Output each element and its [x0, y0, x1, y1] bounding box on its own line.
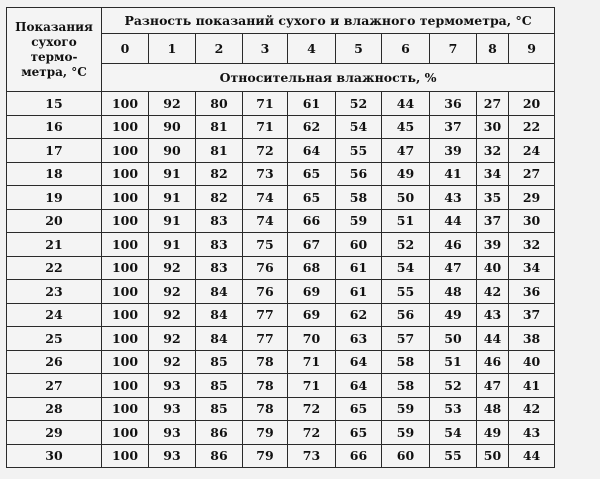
humidity-cell: 69 [288, 280, 336, 304]
humidity-cell: 90 [149, 115, 196, 139]
humidity-cell: 58 [336, 186, 382, 210]
humidity-cell: 54 [382, 256, 430, 280]
humidity-cell: 40 [509, 350, 555, 374]
humidity-cell: 72 [288, 397, 336, 421]
difference-col-4: 4 [288, 34, 336, 64]
humidity-cell: 77 [243, 327, 288, 351]
humidity-cell: 30 [477, 115, 509, 139]
humidity-cell: 35 [477, 186, 509, 210]
humidity-cell: 72 [288, 421, 336, 445]
difference-col-7: 7 [430, 34, 477, 64]
humidity-cell: 52 [336, 92, 382, 116]
humidity-cell: 39 [477, 233, 509, 257]
humidity-cell: 20 [509, 92, 555, 116]
humidity-cell: 54 [336, 115, 382, 139]
humidity-cell: 59 [382, 421, 430, 445]
humidity-cell: 65 [336, 397, 382, 421]
humidity-cell: 49 [430, 303, 477, 327]
difference-header: Разность показаний сухого и влажного термометра, °С [102, 8, 555, 34]
humidity-cell: 100 [102, 256, 149, 280]
humidity-cell: 78 [243, 374, 288, 398]
corner-line-4: метра, °С [21, 64, 87, 79]
difference-col-1: 1 [149, 34, 196, 64]
humidity-cell: 91 [149, 209, 196, 233]
humidity-cell: 66 [288, 209, 336, 233]
dry-temp-cell: 26 [7, 350, 102, 374]
humidity-cell: 56 [382, 303, 430, 327]
humidity-cell: 65 [288, 162, 336, 186]
humidity-table-frame [6, 7, 554, 468]
table-row [7, 350, 555, 374]
humidity-cell: 73 [243, 162, 288, 186]
dry-temp-cell: 20 [7, 209, 102, 233]
humidity-cell: 37 [509, 303, 555, 327]
humidity-cell: 49 [382, 162, 430, 186]
difference-col-3: 3 [243, 34, 288, 64]
humidity-cell: 57 [382, 327, 430, 351]
humidity-cell: 79 [243, 444, 288, 468]
humidity-cell: 70 [288, 327, 336, 351]
humidity-cell: 59 [382, 397, 430, 421]
difference-col-0: 0 [102, 34, 149, 64]
humidity-cell: 27 [477, 92, 509, 116]
humidity-cell: 84 [196, 303, 243, 327]
humidity-cell: 50 [382, 186, 430, 210]
humidity-cell: 100 [102, 92, 149, 116]
humidity-cell: 91 [149, 186, 196, 210]
humidity-cell: 52 [382, 233, 430, 257]
humidity-cell: 85 [196, 350, 243, 374]
humidity-cell: 49 [477, 421, 509, 445]
humidity-cell: 64 [336, 374, 382, 398]
humidity-cell: 32 [477, 139, 509, 163]
humidity-cell: 22 [509, 115, 555, 139]
humidity-cell: 100 [102, 327, 149, 351]
humidity-cell: 79 [243, 421, 288, 445]
humidity-cell: 66 [336, 444, 382, 468]
table-row [7, 92, 555, 116]
humidity-cell: 59 [336, 209, 382, 233]
table-row [7, 209, 555, 233]
humidity-cell: 100 [102, 186, 149, 210]
humidity-cell: 92 [149, 280, 196, 304]
humidity-cell: 54 [430, 421, 477, 445]
humidity-cell: 92 [149, 256, 196, 280]
humidity-cell: 82 [196, 186, 243, 210]
humidity-cell: 91 [149, 233, 196, 257]
table-row [7, 162, 555, 186]
table-row [7, 397, 555, 421]
difference-col-8: 8 [477, 34, 509, 64]
table-row [7, 115, 555, 139]
humidity-cell: 52 [430, 374, 477, 398]
humidity-cell: 90 [149, 139, 196, 163]
table-row [7, 444, 555, 468]
dry-temp-cell: 29 [7, 421, 102, 445]
difference-col-2: 2 [196, 34, 243, 64]
humidity-cell: 61 [288, 92, 336, 116]
humidity-cell: 50 [477, 444, 509, 468]
humidity-cell: 83 [196, 233, 243, 257]
humidity-cell: 86 [196, 421, 243, 445]
humidity-cell: 50 [430, 327, 477, 351]
table-row [7, 233, 555, 257]
humidity-cell: 100 [102, 233, 149, 257]
humidity-cell: 83 [196, 209, 243, 233]
table-row [7, 421, 555, 445]
relative-humidity-header: Относительная влажность, % [102, 64, 555, 92]
humidity-cell: 44 [430, 209, 477, 233]
dry-temp-cell: 24 [7, 303, 102, 327]
dry-thermometer-header [7, 8, 102, 92]
difference-col-5: 5 [336, 34, 382, 64]
humidity-cell: 65 [288, 186, 336, 210]
table-row [7, 256, 555, 280]
humidity-cell: 100 [102, 374, 149, 398]
humidity-cell: 36 [509, 280, 555, 304]
humidity-cell: 58 [382, 374, 430, 398]
table-row [7, 186, 555, 210]
humidity-cell: 84 [196, 280, 243, 304]
dry-temp-cell: 28 [7, 397, 102, 421]
humidity-cell: 42 [509, 397, 555, 421]
humidity-cell: 100 [102, 350, 149, 374]
difference-col-6: 6 [382, 34, 430, 64]
humidity-cell: 85 [196, 374, 243, 398]
humidity-cell: 62 [288, 115, 336, 139]
humidity-cell: 62 [336, 303, 382, 327]
humidity-cell: 46 [430, 233, 477, 257]
dry-temp-cell: 30 [7, 444, 102, 468]
humidity-cell: 46 [477, 350, 509, 374]
humidity-cell: 64 [288, 139, 336, 163]
table-row [7, 280, 555, 304]
humidity-cell: 47 [477, 374, 509, 398]
humidity-cell: 68 [288, 256, 336, 280]
humidity-cell: 67 [288, 233, 336, 257]
humidity-cell: 43 [430, 186, 477, 210]
humidity-cell: 60 [336, 233, 382, 257]
humidity-cell: 24 [509, 139, 555, 163]
humidity-cell: 56 [336, 162, 382, 186]
humidity-cell: 83 [196, 256, 243, 280]
humidity-cell: 61 [336, 280, 382, 304]
humidity-cell: 74 [243, 209, 288, 233]
humidity-cell: 42 [477, 280, 509, 304]
humidity-cell: 92 [149, 327, 196, 351]
humidity-cell: 27 [509, 162, 555, 186]
humidity-cell: 51 [430, 350, 477, 374]
humidity-cell: 34 [509, 256, 555, 280]
humidity-cell: 86 [196, 444, 243, 468]
humidity-cell: 40 [477, 256, 509, 280]
humidity-cell: 63 [336, 327, 382, 351]
humidity-cell: 80 [196, 92, 243, 116]
humidity-cell: 100 [102, 444, 149, 468]
table-row [7, 327, 555, 351]
dry-temp-cell: 15 [7, 92, 102, 116]
humidity-cell: 29 [509, 186, 555, 210]
humidity-cell: 60 [382, 444, 430, 468]
dry-temp-cell: 27 [7, 374, 102, 398]
humidity-cell: 51 [382, 209, 430, 233]
humidity-cell: 85 [196, 397, 243, 421]
humidity-cell: 100 [102, 421, 149, 445]
humidity-cell: 55 [336, 139, 382, 163]
humidity-cell: 71 [288, 374, 336, 398]
humidity-cell: 76 [243, 256, 288, 280]
humidity-cell: 93 [149, 397, 196, 421]
humidity-cell: 81 [196, 139, 243, 163]
dry-temp-cell: 18 [7, 162, 102, 186]
humidity-cell: 44 [477, 327, 509, 351]
humidity-cell: 55 [382, 280, 430, 304]
humidity-cell: 43 [477, 303, 509, 327]
humidity-cell: 64 [336, 350, 382, 374]
difference-col-9: 9 [509, 34, 555, 64]
humidity-cell: 82 [196, 162, 243, 186]
dry-temp-cell: 23 [7, 280, 102, 304]
humidity-cell: 37 [477, 209, 509, 233]
humidity-cell: 44 [509, 444, 555, 468]
humidity-cell: 100 [102, 209, 149, 233]
table-row [7, 374, 555, 398]
humidity-cell: 44 [382, 92, 430, 116]
corner-line-3: термо- [30, 49, 78, 64]
humidity-cell: 93 [149, 444, 196, 468]
humidity-cell: 65 [336, 421, 382, 445]
humidity-cell: 84 [196, 327, 243, 351]
humidity-cell: 30 [509, 209, 555, 233]
humidity-cell: 41 [509, 374, 555, 398]
humidity-cell: 55 [430, 444, 477, 468]
humidity-cell: 48 [430, 280, 477, 304]
humidity-cell: 71 [243, 115, 288, 139]
dry-temp-cell: 17 [7, 139, 102, 163]
humidity-cell: 100 [102, 139, 149, 163]
humidity-cell: 92 [149, 92, 196, 116]
table-row [7, 303, 555, 327]
humidity-cell: 48 [477, 397, 509, 421]
humidity-cell: 100 [102, 397, 149, 421]
humidity-cell: 61 [336, 256, 382, 280]
humidity-cell: 78 [243, 397, 288, 421]
humidity-cell: 92 [149, 303, 196, 327]
humidity-cell: 58 [382, 350, 430, 374]
humidity-cell: 74 [243, 186, 288, 210]
dry-temp-cell: 16 [7, 115, 102, 139]
humidity-cell: 100 [102, 303, 149, 327]
humidity-cell: 75 [243, 233, 288, 257]
humidity-cell: 100 [102, 115, 149, 139]
dry-temp-cell: 25 [7, 327, 102, 351]
humidity-cell: 77 [243, 303, 288, 327]
humidity-cell: 81 [196, 115, 243, 139]
humidity-cell: 47 [382, 139, 430, 163]
humidity-cell: 53 [430, 397, 477, 421]
humidity-cell: 93 [149, 374, 196, 398]
humidity-cell: 34 [477, 162, 509, 186]
psychrometric-table [6, 7, 555, 468]
humidity-cell: 78 [243, 350, 288, 374]
humidity-cell: 32 [509, 233, 555, 257]
humidity-cell: 91 [149, 162, 196, 186]
humidity-cell: 43 [509, 421, 555, 445]
dry-temp-cell: 19 [7, 186, 102, 210]
humidity-cell: 100 [102, 162, 149, 186]
humidity-cell: 36 [430, 92, 477, 116]
humidity-cell: 38 [509, 327, 555, 351]
humidity-cell: 72 [243, 139, 288, 163]
humidity-cell: 71 [288, 350, 336, 374]
humidity-cell: 92 [149, 350, 196, 374]
humidity-cell: 71 [243, 92, 288, 116]
dry-temp-cell: 22 [7, 256, 102, 280]
humidity-cell: 39 [430, 139, 477, 163]
humidity-cell: 37 [430, 115, 477, 139]
corner-line-2: сухого [31, 34, 77, 49]
humidity-cell: 47 [430, 256, 477, 280]
dry-temp-cell: 21 [7, 233, 102, 257]
humidity-cell: 73 [288, 444, 336, 468]
humidity-cell: 41 [430, 162, 477, 186]
humidity-cell: 93 [149, 421, 196, 445]
table-row [7, 139, 555, 163]
humidity-cell: 76 [243, 280, 288, 304]
humidity-cell: 100 [102, 280, 149, 304]
corner-line-1: Показания [15, 19, 93, 34]
humidity-cell: 69 [288, 303, 336, 327]
humidity-cell: 45 [382, 115, 430, 139]
